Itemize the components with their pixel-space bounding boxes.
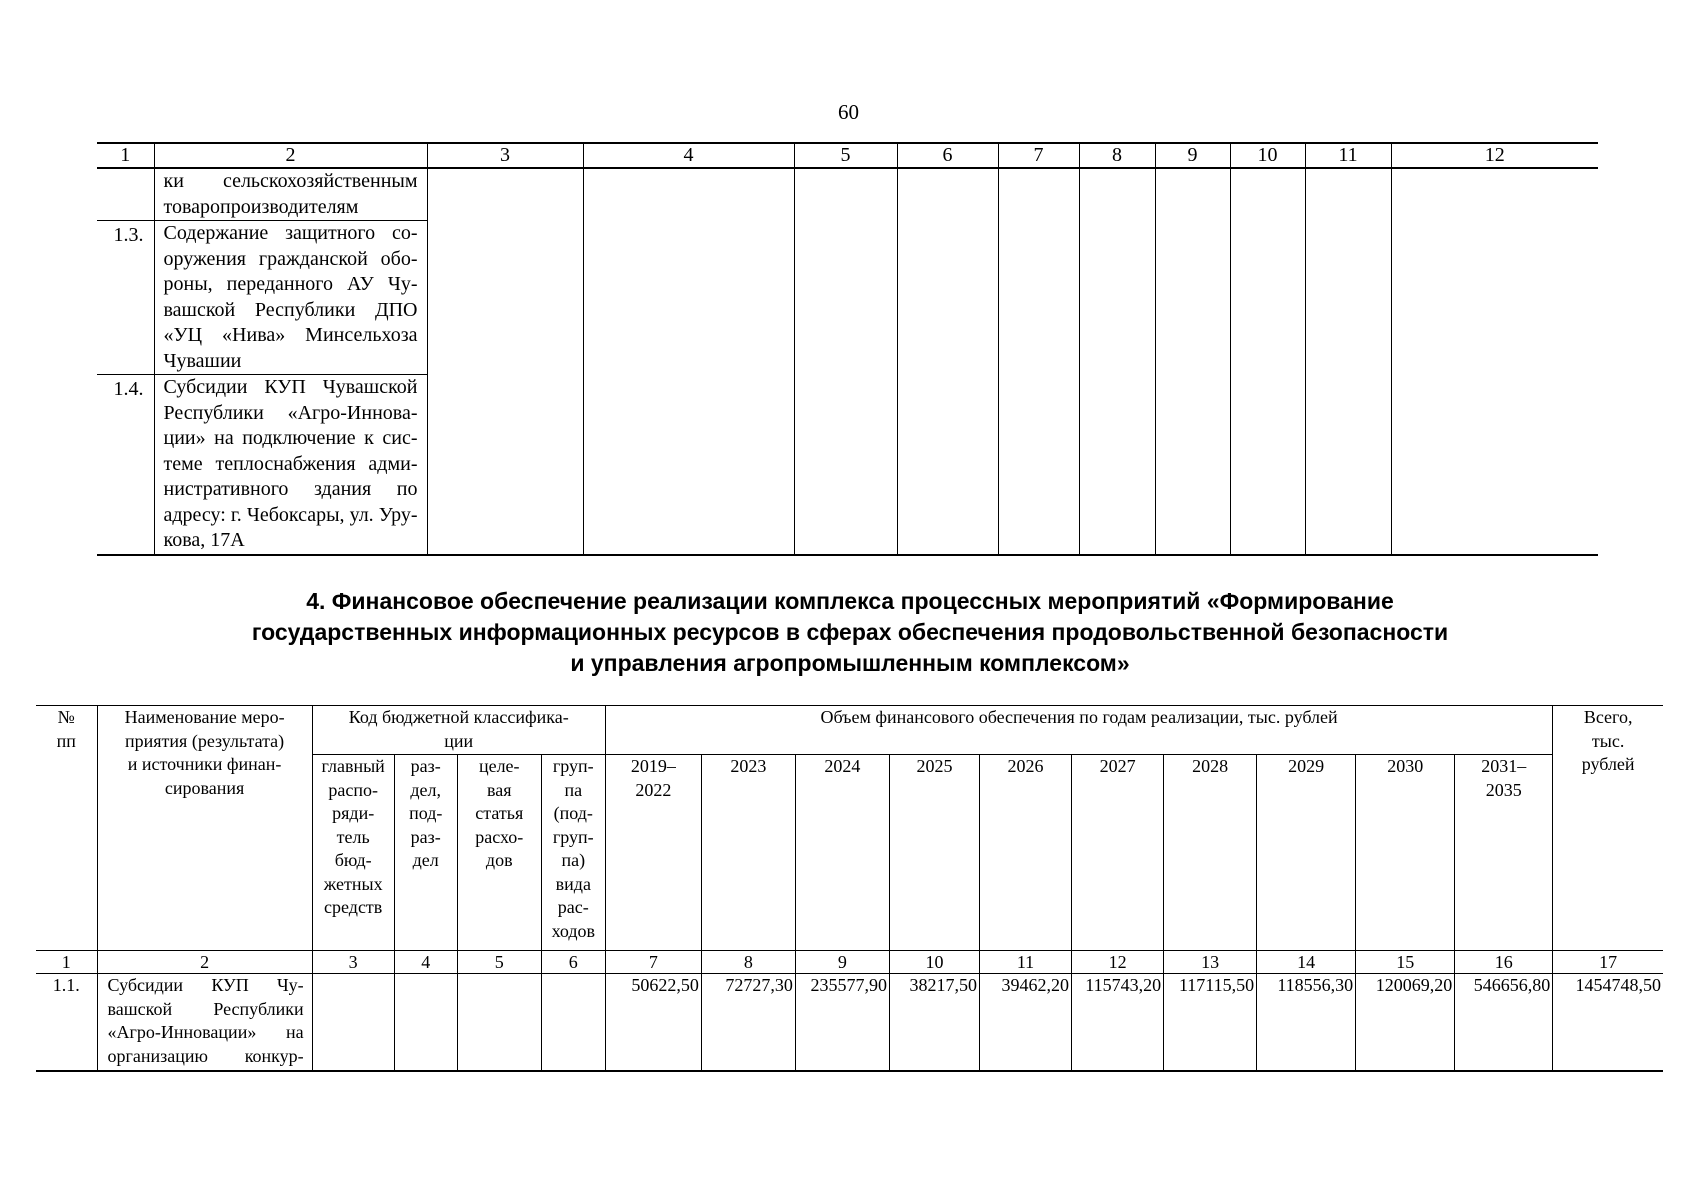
target-item-code: [457, 974, 541, 1072]
column-number: 4: [394, 951, 457, 974]
header-year: 2029: [1257, 755, 1356, 951]
column-number: 6: [897, 143, 998, 168]
value-cell: 546656,80: [1455, 974, 1553, 1072]
column-number: 11: [1305, 143, 1391, 168]
value-cell: 118556,30: [1257, 974, 1356, 1072]
header-year: 2019– 2022: [605, 755, 701, 951]
column-number: 2: [97, 951, 312, 974]
header-section: раз- дел, под- раз- дел: [394, 755, 457, 951]
row-number: 1.4.: [97, 375, 154, 555]
row-number: 1.1.: [36, 974, 97, 1072]
table-row: [36, 974, 1663, 1072]
header-year: 2024: [795, 755, 889, 951]
header-number: № пп: [36, 706, 97, 951]
column-number: 9: [795, 951, 889, 974]
column-number: 10: [889, 951, 979, 974]
column-number: 8: [701, 951, 795, 974]
column-number: 8: [1079, 143, 1155, 168]
column-number: 1: [97, 143, 154, 168]
row-number: [97, 168, 154, 221]
column-number: 10: [1230, 143, 1305, 168]
header-name: Наименование меро- приятия (результата) и источники финан- сирования: [97, 706, 312, 951]
value-cell: 117115,50: [1164, 974, 1257, 1072]
total-cell: 1454748,50: [1553, 974, 1663, 1072]
header-year: 2030: [1356, 755, 1455, 951]
column-numbers-row: [36, 951, 1663, 974]
value-cell: 72727,30: [701, 974, 795, 1072]
section-heading: 4. Финансовое обеспечение реализации комплекса процессных мероприятий «Формирование государственных информационных ресурсов в сферах обеспечения продовольственной безопасности и управления агропромышленным комплексом»: [251, 588, 1449, 676]
column-number: 1: [36, 951, 97, 974]
page-number: 60: [838, 100, 859, 124]
column-number: 5: [457, 951, 541, 974]
column-number: 11: [980, 951, 1072, 974]
table-header-row: [36, 706, 1663, 755]
table-row: [97, 375, 1598, 555]
row-description: Субсидии КУП Чувашской Республики «Агро-Иннова- ции» на подключение к сис- теме теплоснабжения адми- нистративного здания по адресу: г. Чебоксары, ул. Уру- кова, 17А: [154, 375, 427, 555]
value-cell: 115743,20: [1072, 974, 1164, 1072]
value-cell: 38217,50: [889, 974, 979, 1072]
value-cell: 39462,20: [980, 974, 1072, 1072]
table-row: [97, 168, 1598, 221]
header-year: 2025: [889, 755, 979, 951]
header-total: Всего, тыс. рублей: [1553, 706, 1663, 951]
row-description: Субсидии КУП Чу- вашской Республики «Агро-Инновации» на организацию конкур-: [97, 974, 312, 1072]
table-header-row: [97, 143, 1598, 168]
column-number: 12: [1391, 143, 1598, 168]
header-year: 2028: [1164, 755, 1257, 951]
row-number: 1.3.: [97, 221, 154, 375]
financing-table: [36, 705, 1663, 1072]
header-chief-manager: главный распо- ряди- тель бюд- жетных средств: [312, 755, 394, 951]
column-number: 2: [154, 143, 427, 168]
column-number: 4: [583, 143, 794, 168]
column-number: 3: [312, 951, 394, 974]
header-budget-code: Код бюджетной классифика- ции: [312, 706, 605, 755]
chief-manager-code: [312, 974, 394, 1072]
expense-group-code: [541, 974, 605, 1072]
column-number: 5: [794, 143, 897, 168]
header-year: 2027: [1072, 755, 1164, 951]
header-volume: Объем финансового обеспечения по годам реализации, тыс. рублей: [605, 706, 1552, 755]
header-year: 2031– 2035: [1455, 755, 1553, 951]
column-number: 14: [1257, 951, 1356, 974]
row-description: Содержание защитного со- оружения гражданской обо- роны, переданного АУ Чу- вашской Республики ДПО «УЦ «Нива» Минсельхоза Чувашии: [154, 221, 427, 375]
value-cell: 235577,90: [795, 974, 889, 1072]
column-number: 16: [1455, 951, 1553, 974]
header-year: 2023: [701, 755, 795, 951]
column-number: 3: [427, 143, 583, 168]
column-number: 12: [1072, 951, 1164, 974]
column-number: 13: [1164, 951, 1257, 974]
section-code: [394, 974, 457, 1072]
column-number: 7: [998, 143, 1079, 168]
column-number: 6: [541, 951, 605, 974]
header-expense-group: груп- па (под- груп- па) вида рас- ходов: [541, 755, 605, 951]
column-number: 9: [1155, 143, 1230, 168]
column-number: 15: [1356, 951, 1455, 974]
row-description: ки сельскохозяйственным товаропроизводителям: [154, 168, 427, 221]
continuation-table: [97, 142, 1598, 556]
column-number: 17: [1553, 951, 1663, 974]
value-cell: 50622,50: [605, 974, 701, 1072]
header-year: 2026: [980, 755, 1072, 951]
table-row: [97, 221, 1598, 375]
column-number: 7: [605, 951, 701, 974]
value-cell: 120069,20: [1356, 974, 1455, 1072]
header-target-item: целе- вая статья расхо- дов: [457, 755, 541, 951]
